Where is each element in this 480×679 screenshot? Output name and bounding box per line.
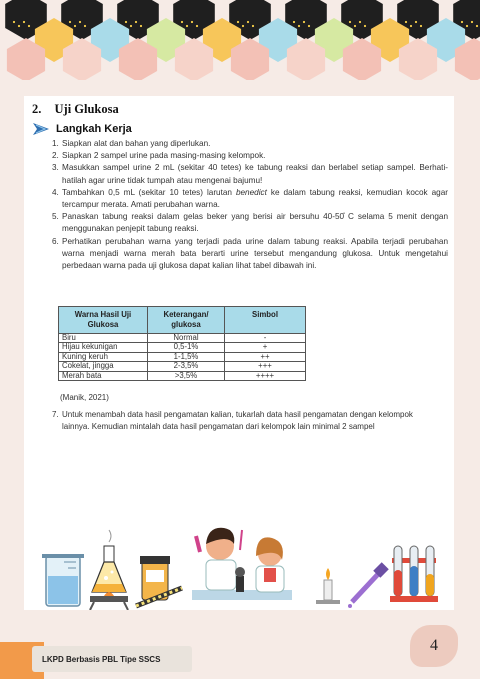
candle-icon <box>316 568 340 604</box>
footer-title: LKPD Berbasis PBL Tipe SSCS <box>42 654 161 664</box>
footer-bar <box>32 646 192 672</box>
dropper-icon <box>348 562 389 608</box>
table-header-row <box>59 307 306 334</box>
hexagon-pattern-banner <box>0 0 480 80</box>
glucose-result-table <box>58 306 306 381</box>
step-item: 7. Untuk menambah data hasil pengamatan kalian, tukarlah data hasil pengamatan dengan kelompok lainnya. Kemudian mintalah data hasil pengamatan dari kelompok lain minimal 2 sampel <box>52 410 413 431</box>
subheading-title: Langkah Kerja <box>56 123 132 135</box>
sample-jar-icon <box>136 556 182 606</box>
section-title: Uji Glukosa <box>54 102 119 116</box>
table-row: Kuning keruh 1-1,5% ++ <box>59 352 306 361</box>
graduated-cylinder-icon <box>42 554 84 606</box>
section-heading <box>32 102 119 117</box>
table-row: Hijau kekunigan 0,5-1% + <box>59 343 306 352</box>
scientists-illustration <box>192 528 292 600</box>
arrow-bullet-icon <box>32 122 50 136</box>
worksheet-card <box>24 96 454 610</box>
step-item: 5. Panaskan tabung reaksi dalam gelas beker yang berisi air bersuhu 40-50̊ C selama 5 menit dengan menggunakan penjepit tabung reaksi. <box>52 212 448 234</box>
step-item: 6. Perhatikan perubahan warna yang terjadi pada urine dalam tabung reaksi. Apabila terjadi perubahan warna menjadi warna merah bata berarti urine tersebut mengandung glukosa. Untuk mengetahui perbedaan warna pada uji glukosa dapat kalian lihat tabel dibawah ini. <box>52 236 448 271</box>
steps-list <box>52 138 448 272</box>
flask-on-burner-icon <box>90 530 128 610</box>
table-row: Merah bata >3,5% ++++ <box>59 371 306 380</box>
section-number: 2. <box>32 102 42 116</box>
page-number-badge <box>410 625 458 667</box>
header-cell-symbol: Simbol <box>225 307 306 334</box>
lab-illustration <box>24 506 454 610</box>
table-source-citation: (Manik, 2021) <box>60 393 109 402</box>
table-row: Biru Normal - <box>59 334 306 343</box>
reagent-name: benedict <box>235 187 267 197</box>
test-tube-rack-icon <box>390 546 438 602</box>
page-number: 4 <box>430 637 438 654</box>
subheading-row <box>32 120 132 138</box>
step-item: 1. Siapkan alat dan bahan yang diperlukan. <box>52 139 211 148</box>
header-cell-description: Keterangan/ glukosa <box>148 307 225 334</box>
step-item: 2. Siapkan 2 sampel urine pada masing-masing kelompok. <box>52 151 266 161</box>
step-item: 4. Tambahkan 0,5 mL (sekitar 10 tetes) larutan benedict ke dalam tabung reaksi, kemudian kocok agar tercampur merata. Amati perubahan warna. <box>52 187 448 210</box>
table-row: Cokelat, jingga 2-3,5% +++ <box>59 362 306 371</box>
step-item: 3. Masukkan sampel urine 2 mL (sekitar 40 tetes) ke tabung reaksi dan berlabel setiap sampel. Berhati-hatilah agar urine tidak tumpah atau mengenai bajumu! <box>52 163 448 185</box>
header-cell-color: Warna Hasil Uji Glukosa <box>59 307 148 334</box>
